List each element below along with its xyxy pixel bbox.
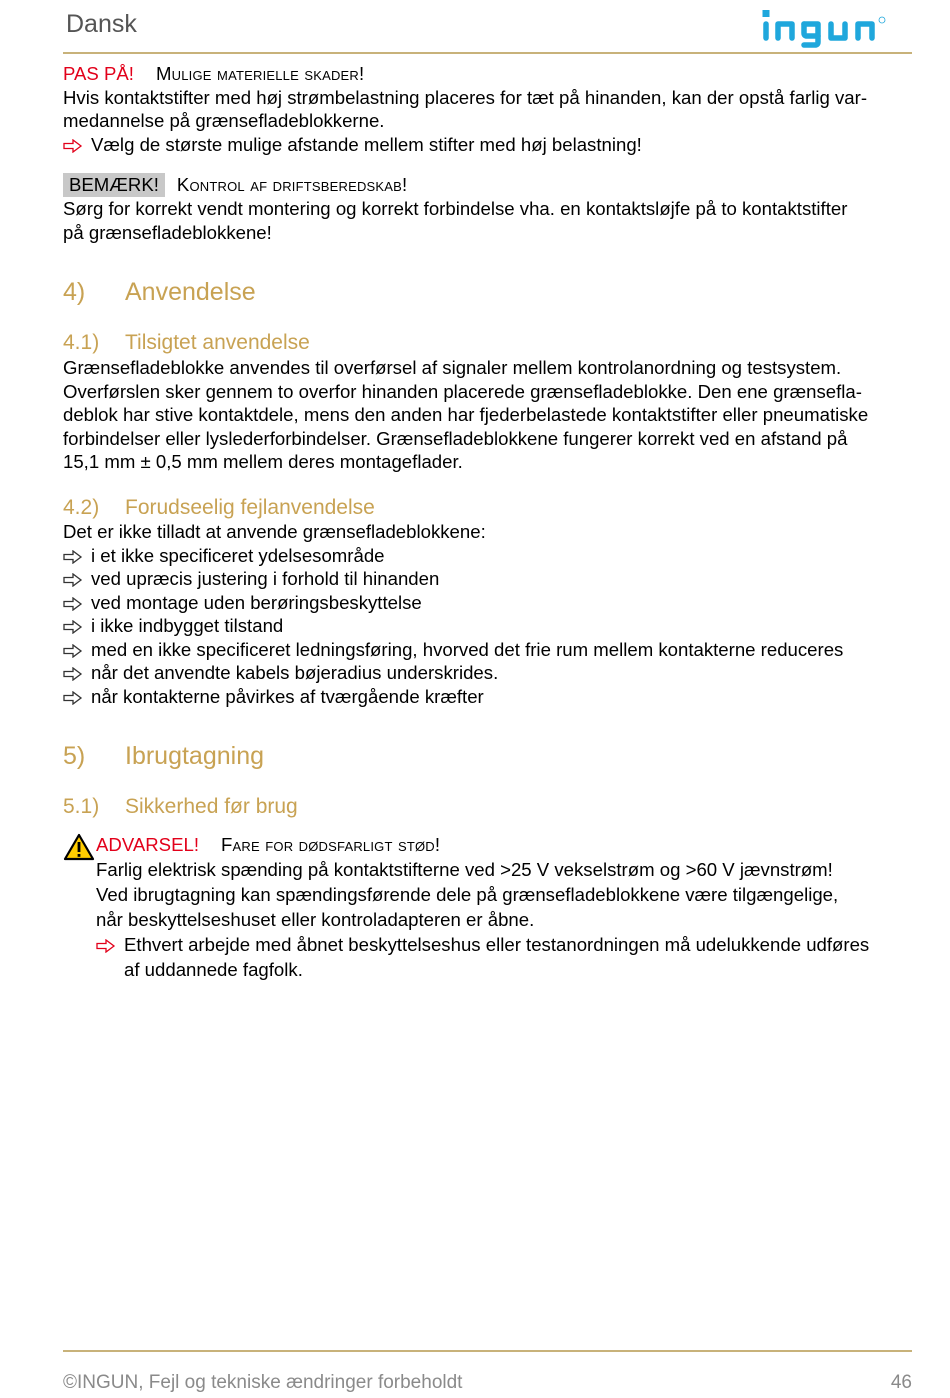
ingun-logo-graphic [760,4,916,48]
misuse-list [63,520,912,708]
list-item: når kontakterne påvirkes af tværgående kræfter [63,685,912,709]
list-item: ved upræcis justering i forhold til hinanden [63,567,912,591]
list-item: i et ikke specificeret ydelsesområde [63,544,912,568]
arrow-right-icon [63,591,91,615]
note-label: BEMÆRK! [63,173,165,197]
arrow-right-icon [63,614,91,638]
note-title: Kontrol af driftsberedskab! [176,174,408,195]
subsection-title: Sikkerhed før brug [125,795,298,818]
arrow-right-icon [63,133,91,157]
subsection-title: Forudseelig fejlanvendelse [125,496,375,519]
page-number: 46 [890,1372,912,1393]
warning-label: ADVARSEL! [96,834,199,855]
header-language: Dansk [66,10,137,38]
section-number: 4) [63,278,86,306]
section-title: Ibrugtagning [125,742,265,770]
list-item: i ikke indbygget tilstand [63,614,912,638]
arrow-right-icon [63,638,91,662]
arrow-right-icon [63,661,91,685]
note-text-line: Sørg for korrekt vendt montering og korrekt forbindelse vha. en kontaktsløjfe på to kontaktstifter [63,198,848,219]
list-item: med en ikke specificeret ledningsføring, hvorved det frie rum mellem kontakterne reduceres [63,638,912,662]
warning-block [96,833,912,982]
caution-action: Vælg de største mulige afstande mellem stifter med høj belastning! [91,133,642,155]
list-intro: Det er ikke tilladt at anvende grænsefladeblokkene: [63,521,486,542]
warning-action-line: Ethvert arbejde med åbnet beskyttelseshus eller testanordningen må udelukkende udføres [124,933,870,955]
footer-rule [63,1350,912,1352]
arrow-right-icon [63,544,91,568]
paragraph-line: Grænsefladeblokke anvendes til overførsel af signaler mellem kontrolanordning og testsystem. [63,357,842,378]
subsection-heading [63,496,375,520]
subsection-number: 5.1) [63,795,100,818]
warning-triangle-icon [63,833,95,866]
note-block [63,173,912,244]
warning-text-line: når beskyttelseshuset eller kontroladapteren er åbne. [96,908,535,930]
caution-label: PAS PÅ! [63,63,134,84]
arrow-right-icon [96,932,124,957]
paragraph-line: deblok har stive kontaktdele, mens den anden har fjederbelastede kontaktstifter eller pneumatiske [63,404,869,425]
paragraph-line: Overførslen sker gennem to overfor hinanden placerede grænsefladeblokke. Den ene grænsefla- [63,380,862,402]
footer-copyright: ©INGUN, Fejl og tekniske ændringer forbeholdt [63,1372,463,1393]
header-rule [63,52,912,54]
subsection-heading [63,795,298,819]
section-heading [63,742,264,771]
warning-text-line: Farlig elektrisk spænding på kontaktstifterne ved >25 V vekselstrøm og >60 V jævnstrøm! [96,858,833,880]
arrow-right-icon [63,567,91,591]
list-item: ved montage uden berøringsbeskyttelse [63,591,912,615]
caution-text-line: medannelse på grænsefladeblokkerne. [63,110,385,131]
ingun-logo [760,4,916,53]
subsection-title: Tilsigtet anvendelse [125,331,310,354]
intended-use-text [63,356,912,474]
note-text-line: på grænsefladeblokkene! [63,221,272,243]
caution-block [63,62,912,156]
arrow-right-icon [63,685,91,709]
subsection-heading [63,331,310,355]
section-heading [63,278,256,307]
caution-text-line: Hvis kontaktstifter med høj strømbelastning placeres for tæt på hinanden, kan der opstå farlig var- [63,86,868,108]
section-title: Anvendelse [125,278,256,306]
paragraph-line: 15,1 mm ± 0,5 mm mellem deres montageflader. [63,451,463,472]
subsection-number: 4.2) [63,496,100,519]
caution-title: Mulige materielle skader! [155,63,365,84]
section-number: 5) [63,742,86,770]
warning-action-line: af uddannede fagfolk. [124,958,303,980]
subsection-number: 4.1) [63,331,100,354]
paragraph-line: forbindelser eller lyslederforbindelser. Grænsefladeblokkene fungerer korrekt ved en afstand på [63,427,848,449]
warning-text-line: Ved ibrugtagning kan spændingsførende dele på grænsefladeblokkene være tilgængelige, [96,883,839,905]
list-item: når det anvendte kabels bøjeradius underskrides. [63,661,912,685]
warning-title: Fare for dødsfarligt stød! [221,834,441,855]
